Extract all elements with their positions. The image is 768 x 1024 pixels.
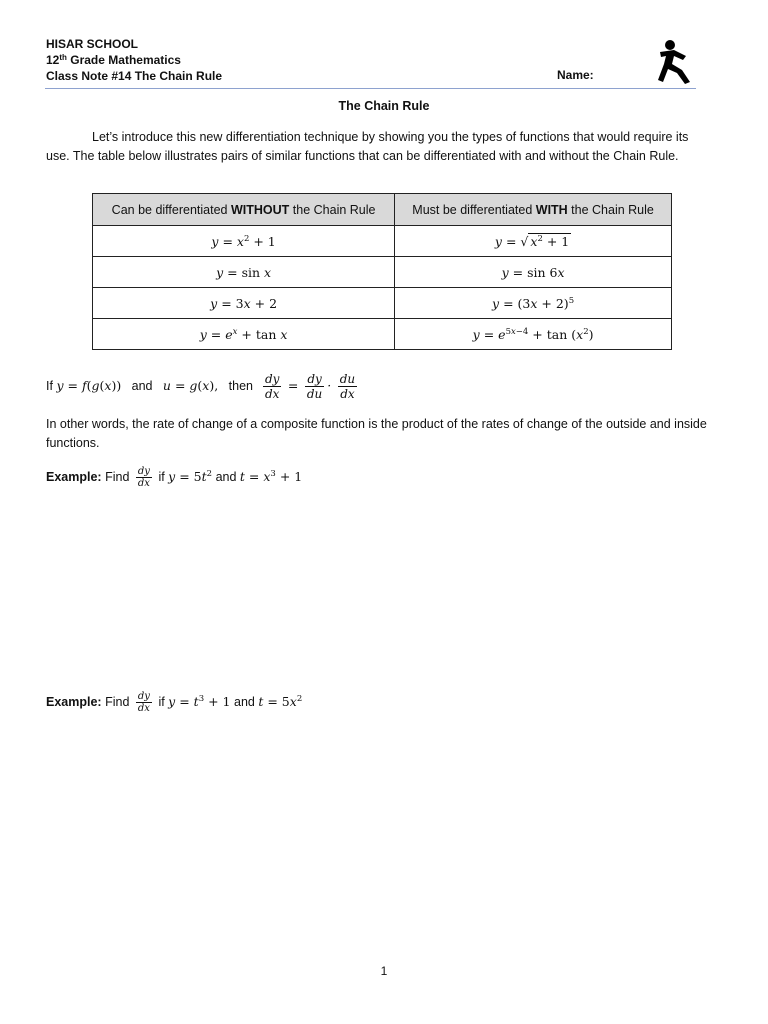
table-row <box>93 226 672 257</box>
chain-rule-statement: If y = f(g(x)) and u = g(x), then $\frac{dy}{dx}$ = $\frac{dy}{du}$ · $\frac{du}{dx}$ <box>46 372 356 401</box>
school-name: HISAR SCHOOL <box>46 37 139 51</box>
cell-without-2: y = sin x <box>93 257 395 288</box>
school-logo <box>652 38 700 86</box>
page-number: 1 <box>380 964 388 978</box>
cell-with-3: $y = (3x + 2)^5$ <box>395 288 672 319</box>
dy-du-fraction: $\frac{dy}{du}$ <box>306 372 323 401</box>
name-label: Name: <box>557 68 594 82</box>
cell-without-3: y = 3x + 2 <box>93 288 395 319</box>
du-dx-fraction: $\frac{du}{dx}$ <box>339 372 356 401</box>
page-title: The Chain Rule <box>338 99 430 113</box>
cell-without-1: $y = x^2 + 1$ <box>93 226 395 257</box>
cell-with-2: y = sin 6x <box>395 257 672 288</box>
header-without: Can be differentiated WITHOUT the Chain Rule <box>93 194 395 226</box>
intro-paragraph: Let’s introduce this new differentiation technique by showing you the types of functions that would require its use. The table below illustrates pairs of similar functions that can be differentiated with and without the Chain Rule. <box>46 130 689 163</box>
cell-with-4: $y = e^{5x-4} + \tan (x^2)$ <box>395 319 672 350</box>
comparison-table <box>92 193 672 350</box>
grade-line: 12th Grade Mathematics <box>46 53 181 67</box>
table-row <box>93 319 672 350</box>
cell-without-4: $y = e^x + \tan x$ <box>93 319 395 350</box>
example-1: Example: Find $\frac{dy}{dx}$ if $y = 5t^2$ and $t = x^3 + 1$ <box>46 466 303 489</box>
class-note-title: Class Note #14 The Chain Rule <box>46 69 223 83</box>
dy-dx-fraction: $\frac{dy}{dx}$ <box>264 372 280 401</box>
table-header-row <box>93 194 672 226</box>
header-rule <box>45 88 696 89</box>
explanation-paragraph: In other words, the rate of change of a composite function is the product of the rates of change of the outside and inside functions. <box>46 417 707 450</box>
header-with: Must be differentiated WITH the Chain Rule <box>395 194 672 226</box>
header-block <box>46 36 222 84</box>
table-row <box>93 257 672 288</box>
cell-with-1: y = √ $x^2 + 1$ <box>395 226 672 257</box>
table-row <box>93 288 672 319</box>
example-2: Example: Find $\frac{dy}{dx}$ if $y = t^3 + 1$ and $t = 5x^2$ <box>46 691 303 714</box>
